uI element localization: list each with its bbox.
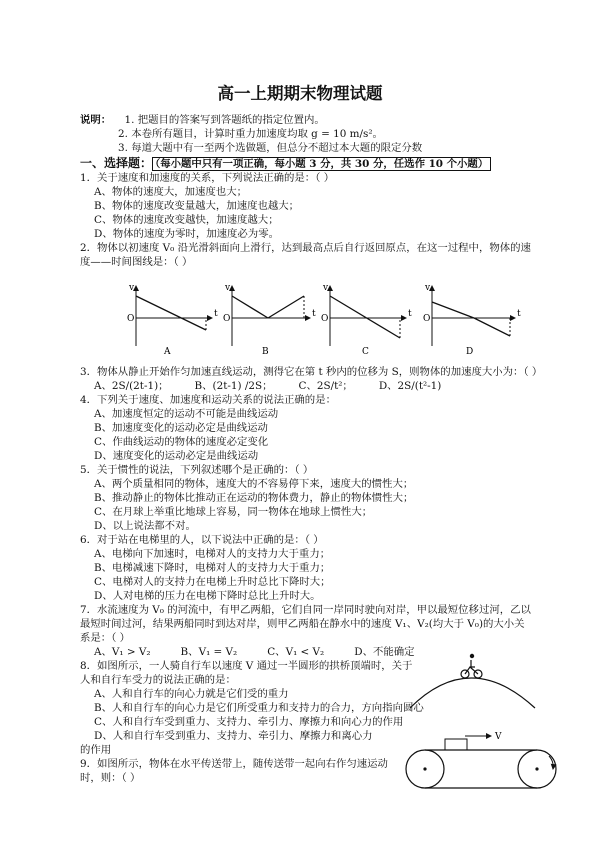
graph-letter: A <box>164 347 171 357</box>
q8-option: D、人和自行车受到重力、支持力、牵引力、摩擦力和离心力 <box>94 730 373 742</box>
q3-option: A、2S/(2t-1)； <box>94 380 169 392</box>
q3-option: C、2S/t²； <box>298 380 353 392</box>
q4-option: C、作曲线运动的物体的速度必定变化 <box>94 436 269 448</box>
graph-letter: B <box>262 347 269 357</box>
q5-option: B、推动静止的物体比推动正在运动的物体费力，静止的物体惯性大； <box>94 492 414 504</box>
q1-option: C、物体的速度改变越快，加速度越大； <box>94 214 279 226</box>
notes-label: 说明： <box>80 114 112 126</box>
q7-option: B、V₁ = V₂ <box>180 646 238 658</box>
q4-option: D、速度变化的运动必定是曲线运动 <box>94 450 259 462</box>
q6-stem: 6．对于站在电梯里的人，以下说法中正确的是：（ ） <box>80 534 324 546</box>
note-item: 3. 每道大题中有一至两个选做题，但总分不超过本大题的限定分数 <box>118 142 423 154</box>
q1-option: A、物体的速度大，加速度也大； <box>94 186 247 198</box>
axis-t-label: t <box>408 309 412 319</box>
q9-stem-line2: 时，则：（ ） <box>80 772 141 784</box>
q5-option: A、两个质量相同的物体，速度大的不容易停下来，速度大的惯性大； <box>94 478 414 490</box>
note-item: 2. 本卷所有题目，计算时重力加速度均取 g = 10 m/s²。 <box>118 128 383 140</box>
cyclist-icon <box>461 654 482 678</box>
q6-option: C、电梯对人的支持力在电梯上升时总比下降时大； <box>94 576 331 588</box>
q9-stem-line1: 9．如图所示，物体在水平传送带上，随传送带一起向右作匀速运动 <box>80 758 388 770</box>
graph-letter: C <box>362 347 369 357</box>
q6-option: A、电梯向下加速时，电梯对人的支持力大于重力； <box>94 548 331 560</box>
axis-v-label: v <box>323 283 329 293</box>
q1-stem: 1．关于速度和加速度的关系，下列说法正确的是：（ ） <box>80 172 335 184</box>
origin-label: O <box>423 314 431 324</box>
q7-stem-line3: 系是：（ ） <box>80 632 131 644</box>
q1-option: B、物体的速度改变量越大，加速度也越大； <box>94 200 300 212</box>
q7-stem-line1: 7．水流速度为 V₀ 的河流中，有甲乙两船，它们自同一岸同时驶向对岸，甲以最短位移过河，乙以 <box>80 604 531 616</box>
q2-vt-graphs <box>0 278 600 368</box>
q7-options <box>94 646 441 659</box>
page-title: 高一上期期末物理试题 <box>217 84 383 103</box>
axis-t-label: t <box>517 309 521 319</box>
q9-conveyor-figure <box>405 726 565 792</box>
q3-option: B、(2t-1) /2S； <box>194 380 273 392</box>
axis-v-label: v <box>129 283 135 293</box>
q4-stem: 4．下列关于速度、加速度和运动关系的说法正确的是： <box>80 394 336 406</box>
note-item: 1. 把题目的答案写到答题纸的指定位置内。 <box>124 114 325 126</box>
q3-stem: 3．物体从静止开始作匀加速直线运动，测得它在第 t 秒内的位移为 S，则物体的加速度大小为：（ ） <box>80 366 543 378</box>
axis-v-label: v <box>225 283 231 293</box>
notes-row-1 <box>80 114 325 127</box>
q8-stem-tail: 的作用 <box>80 744 112 756</box>
origin-label: O <box>321 314 329 324</box>
q1-option: D、物体的速度为零时，加速度必为零。 <box>94 228 279 240</box>
q4-option: B、加速度变化的运动必定是曲线运动 <box>94 422 268 434</box>
q7-option: A、V₁ > V₂ <box>94 646 151 658</box>
q7-stem-line2: 最短时间过河，结果两船同时到达对岸，则甲乙两船在静水中的速度 V₁、V₂(均大于 V₀)的大小关 <box>80 618 525 630</box>
q8-stem-line2: 人和自行车受力的说法正确的是： <box>80 674 236 686</box>
q7-option: C、V₁ < V₂ <box>267 646 325 658</box>
section-desc: （每小题中只有一项正确，每小题 3 分，共 30 分，任选作 10 个小题） <box>152 157 491 171</box>
q8-bridge-figure <box>405 650 545 710</box>
axis-v-label: v <box>425 283 431 293</box>
q5-option: C、在月球上举重比地球上容易，同一物体在地球上惯性大； <box>94 506 373 518</box>
section-heading <box>80 157 491 171</box>
q6-option: D、人对电梯的压力在电梯下降时总比上升时大。 <box>94 590 321 602</box>
section-title: 一、选择题： <box>80 156 153 170</box>
graph-a <box>127 283 218 357</box>
q5-stem: 5．关于惯性的说法，下列叙述哪个是正确的：（ ） <box>80 464 314 476</box>
axis-t-label: t <box>214 309 218 319</box>
axis-t-label: t <box>312 309 316 319</box>
q2-stem-line2: 度——时间图线是：（ ） <box>80 256 193 268</box>
q3-option: D、2S/(t²-1) <box>378 380 442 392</box>
q8-option: B、人和自行车的向心力是它们所受重力和支持力的合力，方向指向圆心 <box>94 702 424 714</box>
q8-stem-line1: 8．如图所示，一人骑自行车以速度 V 通过一半圆形的拱桥顶端时，关于 <box>80 660 413 672</box>
graph-letter: D <box>466 347 474 357</box>
graph-b <box>223 283 316 357</box>
q7-option: D、不能确定 <box>354 646 415 658</box>
q5-option: D、以上说法都不对。 <box>94 520 196 532</box>
origin-label: O <box>223 314 231 324</box>
q3-options <box>94 380 467 393</box>
velocity-label: V <box>495 732 502 742</box>
q8-option: A、人和自行车的向心力就是它们受的重力 <box>94 688 289 700</box>
graph-d <box>423 283 521 357</box>
block <box>445 739 467 750</box>
q8-option: C、人和自行车受到重力、支持力、牵引力、摩擦力和向心力的作用 <box>94 716 404 728</box>
origin-label: O <box>127 314 135 324</box>
q2-stem-line1: 2．物体以初速度 V₀ 沿光滑斜面向上滑行，达到最高点后自行返回原点，在这一过程中，物体的速 <box>80 242 531 254</box>
q4-option: A、加速度恒定的运动不可能是曲线运动 <box>94 408 279 420</box>
graph-c <box>321 283 412 357</box>
q6-option: B、电梯减速下降时，电梯对人的支持力大于重力； <box>94 562 331 574</box>
